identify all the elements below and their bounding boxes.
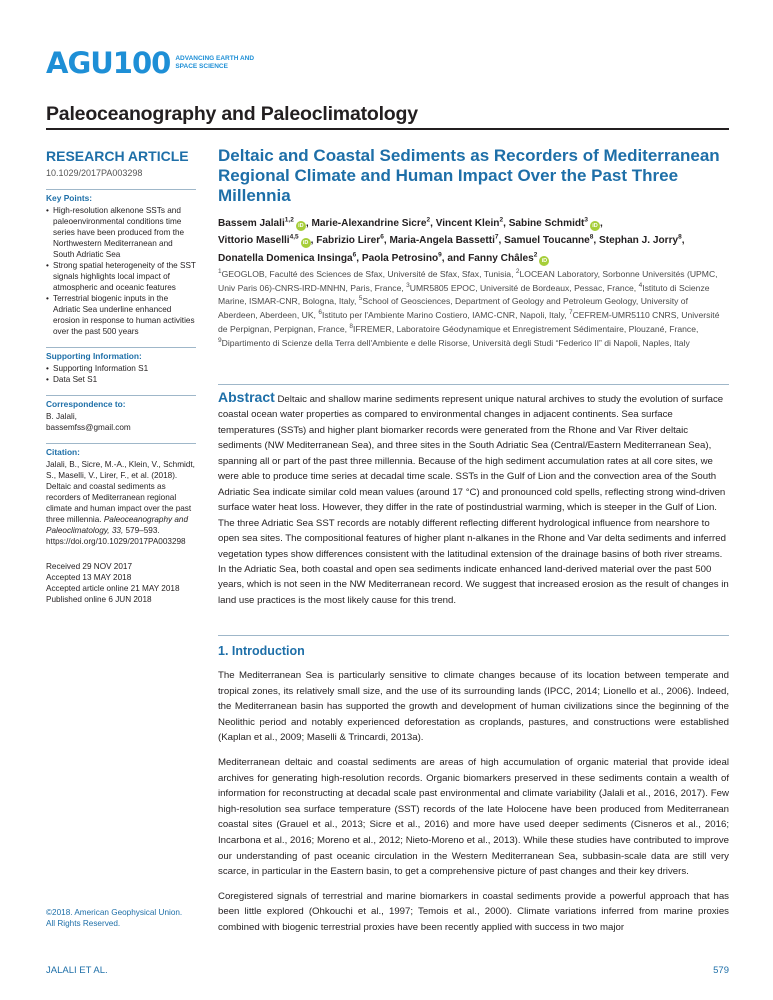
header-rule: [46, 128, 729, 130]
affiliation-number: 8: [349, 322, 354, 330]
citation-doi-link[interactable]: https://doi.org/10.1029/2017PA003298: [46, 537, 186, 546]
author: [316, 235, 389, 246]
sidebar-divider: [46, 395, 196, 396]
date-accepted-online: Accepted article online 21 MAY 2018: [46, 584, 180, 593]
affiliation-number: 7: [568, 309, 573, 317]
logo-mark: AGU100: [46, 45, 171, 80]
author-separator: ,: [383, 235, 390, 247]
author-affiliation-number: 8: [589, 233, 594, 241]
author: [468, 253, 549, 264]
paragraph: Mediterranean deltaic and coastal sediments are areas of high accumulation of organic material that provide ideal archives for generating high-resolution records. Organic biomarkers preserved in these sediments contain a wealth of information for reconstructing at decadal scale past environmental and climate variability (Jalali et al., 2016, 2017). Few high-resolution sea surface temperature (SST) records of the late Holocene have been produced from Mediterranean coastal sites (Grauel et al., 2013; Sicre et al., 2016) and more have used deeper sediments (Cisneros et al., 2016; Incarbona et al., 2016; Moreno et al., 2012; Nieto-Moreno et al., 2013). While these studies have contributed to improve our understanding of past oceanic circulation in the Western Mediterranean Sea, subbasin-scale data are still very scarce, in particular in the Eastern basin, to get a comprehensive picture of past changes and their key drivers.: [218, 756, 729, 878]
author-name: Bassem Jalali: [218, 218, 285, 229]
author-affiliation-number: 1,2: [284, 216, 294, 224]
author-affiliation-number: 4,5: [289, 233, 299, 241]
author: [599, 235, 685, 246]
affiliations: [218, 268, 729, 350]
article-type: RESEARCH ARTICLE: [46, 148, 189, 164]
affiliation-text: Istituto di Scienze Marine, ISMAR-CNR, Bologna, Italy,: [218, 282, 710, 307]
author-affiliation-number: 2: [426, 216, 431, 224]
affiliations-divider: [218, 384, 729, 385]
author: [436, 218, 509, 229]
affiliation-text: LOCEAN Laboratory, Sorbonne Universités (UPMC, Univ Paris 06)-CNRS-IRD-MNHN, Paris, France,: [218, 269, 718, 293]
sidebar: [46, 148, 196, 605]
sidebar-divider: [46, 443, 196, 444]
author-list: [218, 215, 729, 267]
affiliation-text: CEFREM-UMR5110 CNRS, Université de Perpignan, Perpignan, France,: [218, 310, 720, 334]
citation-pages: 579–593.: [125, 526, 160, 535]
orcid-icon[interactable]: iD: [539, 256, 549, 266]
supporting-item-link[interactable]: • Supporting Information S1: [46, 363, 196, 374]
copyright: [46, 907, 206, 929]
date-accepted: Accepted 13 MAY 2018: [46, 573, 132, 582]
author-affiliation-number: 6: [380, 233, 384, 241]
affiliation-number: 1: [218, 268, 222, 276]
author: [218, 218, 311, 229]
intro-divider: [218, 635, 729, 636]
affiliation-number: 6: [318, 309, 322, 317]
affiliation-text: UMR5805 EPOC, Université de Bordeaux, Pessac, France,: [409, 282, 639, 293]
key-point: • Strong spatial heterogeneity of the SST signals highlights local impact of atmospheric and oceanic features: [46, 260, 196, 293]
correspondence-email[interactable]: bassemfss@gmail.com: [46, 423, 131, 432]
author-separator: , and: [441, 252, 469, 264]
article-title: Deltaic and Coastal Sediments as Recorders of Mediterranean Regional Climate and Human Impact Over the Past Three Millennia: [218, 146, 720, 205]
affiliation-number: 4: [638, 281, 643, 289]
author-name: Stephan J. Jorry: [599, 235, 679, 247]
author-affiliation-number: 2: [533, 251, 538, 259]
author-affiliation-number: 8: [678, 233, 682, 241]
supporting-item-link[interactable]: • Data Set S1: [46, 374, 196, 385]
publication-dates: [46, 561, 196, 605]
author-affiliation-number: 7: [494, 233, 499, 241]
author-separator: ,: [498, 235, 505, 247]
agu-logo: [46, 45, 255, 80]
affiliation-number: 9: [218, 336, 222, 344]
author-name: Paola Petrosino: [361, 252, 439, 264]
page-number: 579: [713, 965, 729, 976]
author-separator: ,: [593, 235, 600, 247]
sidebar-divider: [46, 347, 196, 348]
author-name: Donatella Domenica Insinga: [218, 252, 353, 264]
correspondence-heading: Correspondence to:: [46, 399, 126, 409]
paragraph: Coregistered signals of terrestrial and marine biomarkers in coastal sediments provide a powerful approach that has been little explored (Ohkouchi et al., 1997; Temois et al., 2000). Climate variations inferred from marine proxies combined with biogenic terrestrial proxies have been recently applied with success in two major: [218, 890, 729, 933]
affiliation-number: 3: [406, 281, 410, 289]
author-separator: ,: [600, 218, 603, 229]
abstract-label: Abstract: [218, 389, 275, 405]
author-affiliation-number: 9: [438, 251, 442, 259]
author: [218, 253, 362, 264]
copyright-line: All Rights Reserved.: [46, 919, 121, 928]
author-separator: ,: [681, 235, 685, 247]
author-separator: ,: [503, 218, 509, 229]
article-doi[interactable]: 10.1029/2017PA003298: [46, 168, 143, 178]
running-head: JALALI ET AL.: [46, 965, 108, 976]
journal-title: Paleoceanography and Paleoclimatology: [46, 103, 418, 125]
citation-journal: Paleoceanography and Paleoclimatology, 33,: [46, 515, 189, 535]
affiliation-text: IFREMER, Laboratoire Géodynamique et Enregistrement Sédimentaire, Plouzané, France,: [353, 323, 699, 334]
affiliation-text: Istituto per l'Ambiente Marino Costiero, IAMC-CNR, Napoli, Italy,: [321, 310, 569, 321]
copyright-line: ©2018. American Geophysical Union.: [46, 908, 183, 917]
date-published-online: Published online 6 JUN 2018: [46, 595, 152, 604]
key-point: • Terrestrial biogenic inputs in the Adriatic Sea underline enhanced erosion in response to human activities over the past 500 years: [46, 293, 196, 337]
key-points-heading: Key Points:: [46, 193, 93, 203]
author-affiliation-number: 3: [584, 216, 589, 224]
orcid-icon[interactable]: iD: [590, 221, 600, 231]
abstract: [218, 390, 729, 608]
author: [389, 235, 504, 246]
date-received: Received 29 NOV 2017: [46, 562, 133, 571]
author-name: Vittorio Maselli: [218, 235, 290, 247]
author-name: Vincent Klein: [435, 218, 500, 229]
author: [509, 218, 603, 229]
supporting-list: [46, 363, 196, 385]
citation-heading: Citation:: [46, 447, 80, 457]
key-point: • High-resolution alkenone SSTs and paleoenvironmental conditions time series have been produced from the Northwestern Mediterranean and South Adriatic Sea: [46, 205, 196, 260]
citation-text: Jalali, B., Sicre, M.-A., Klein, V., Schmidt, S., Maselli, V., Lirer, F., et al. (2018). Deltaic and coastal sediments as recorders of Mediterranean regional climate and human impact over the past three millennia.: [46, 460, 195, 524]
author: [362, 253, 468, 264]
author-name: Sabine Schmidt: [508, 218, 585, 229]
logo-tagline: ADVANCING EARTH AND SPACE SCIENCE: [175, 54, 255, 70]
author-affiliation-number: 2: [499, 216, 504, 224]
author-name: Samuel Toucanne: [504, 235, 590, 247]
author: [311, 218, 435, 229]
author-affiliation-number: 6: [352, 251, 357, 259]
citation: [46, 459, 196, 547]
author-separator: ,: [430, 218, 436, 229]
supporting-heading: Supporting Information:: [46, 351, 142, 361]
abstract-text: Deltaic and shallow marine sediments represent unique natural archives to study the evolution of surface coastal ocean water properties as compared to environmental changes in adjacent continents. Sea surface temperatures (SSTs) and higher plant biomarker records were generated from the Rhone and Var River deltaic sediments (NW Mediterranean Sea), and three sites in the South Adriatic Sea (Central/Eastern Mediterranean Sea), spanning all or part of the past three millennia. Because of the high sediment accumulation rates at all core sites, we were able to produce time series at decadal time scale. SSTs in the Gulf of Lion and the convection area of the South Adriatic Sea indicate similar cold mean values (around 17 °C) and pronounced cold spells, reflecting strong wind-driven surface water heat loss. However, they differ in the rate of postindustrial warming, which is steeper in the Gulf of Lion. The three Adriatic Sea SST records are notably different reflecting different hydrological influence from nearshore to open sea sites. The compositional features of higher plant n-alkanes in the Rhone and Var delta sediments and inferred vegetation types show differences consistent with the latitudinal extension of the drainage basins of both river streams. In the Adriatic Sea, both coastal and open sea sediments indicate enhanced land-derived material over the past 500 years, which is not seen in the NW Mediterranean record. We suggest that increased erosion as the result of changes in land use practices is the most likely cause for this trend.: [218, 394, 729, 606]
author-separator: ,: [310, 235, 317, 247]
affiliation-number: 5: [358, 295, 363, 303]
orcid-icon[interactable]: iD: [301, 238, 311, 248]
author-name: Maria-Angela Bassetti: [389, 235, 495, 247]
sidebar-divider: [46, 189, 196, 190]
affiliation-number: 2: [515, 268, 520, 276]
author-name: Marie-Alexandrine Sicre: [311, 218, 427, 229]
paragraph: The Mediterranean Sea is particularly sensitive to climate changes because of its location between temperate and tropical zones, its relatively small size, and the use of its surrounding lands (IPCC, 2014; Lionello et al., 2006). Indeed, the Mediterranean basin has supported the growth and development of human civilizations since the beginning of the Neolithic period and notably experienced deforestation as croplands, pastures, and constructions were established (Kaplan et al., 2009; Maselli & Trincardi, 2013a).: [218, 670, 729, 744]
key-points-list: [46, 205, 196, 337]
intro-heading: 1. Introduction: [218, 644, 305, 658]
affiliation-text: GEOGLOB, Faculté des Sciences de Sfax, Université de Sfax, Sfax, Tunisia,: [221, 269, 516, 279]
author-separator: ,: [305, 218, 312, 229]
introduction-body: [218, 668, 729, 945]
author-name: Fanny Châles: [468, 252, 534, 264]
author-name: Fabrizio Lirer: [316, 235, 381, 247]
author-separator: ,: [356, 252, 362, 264]
author: [218, 235, 316, 246]
affiliation-text: Dipartimento di Scienze della Terra dell'Ambiente e delle Risorse, Università degli Studi “Federico II” di Napoli, Naples, Italy: [221, 337, 690, 348]
orcid-icon[interactable]: iD: [296, 221, 306, 231]
affiliation-text: School of Geosciences, Department of Geology and Petroleum Geology, University of Aberdeen, Aberdeen, UK,: [218, 296, 688, 321]
author: [504, 235, 599, 246]
correspondence-name: B. Jalali,: [46, 412, 77, 421]
